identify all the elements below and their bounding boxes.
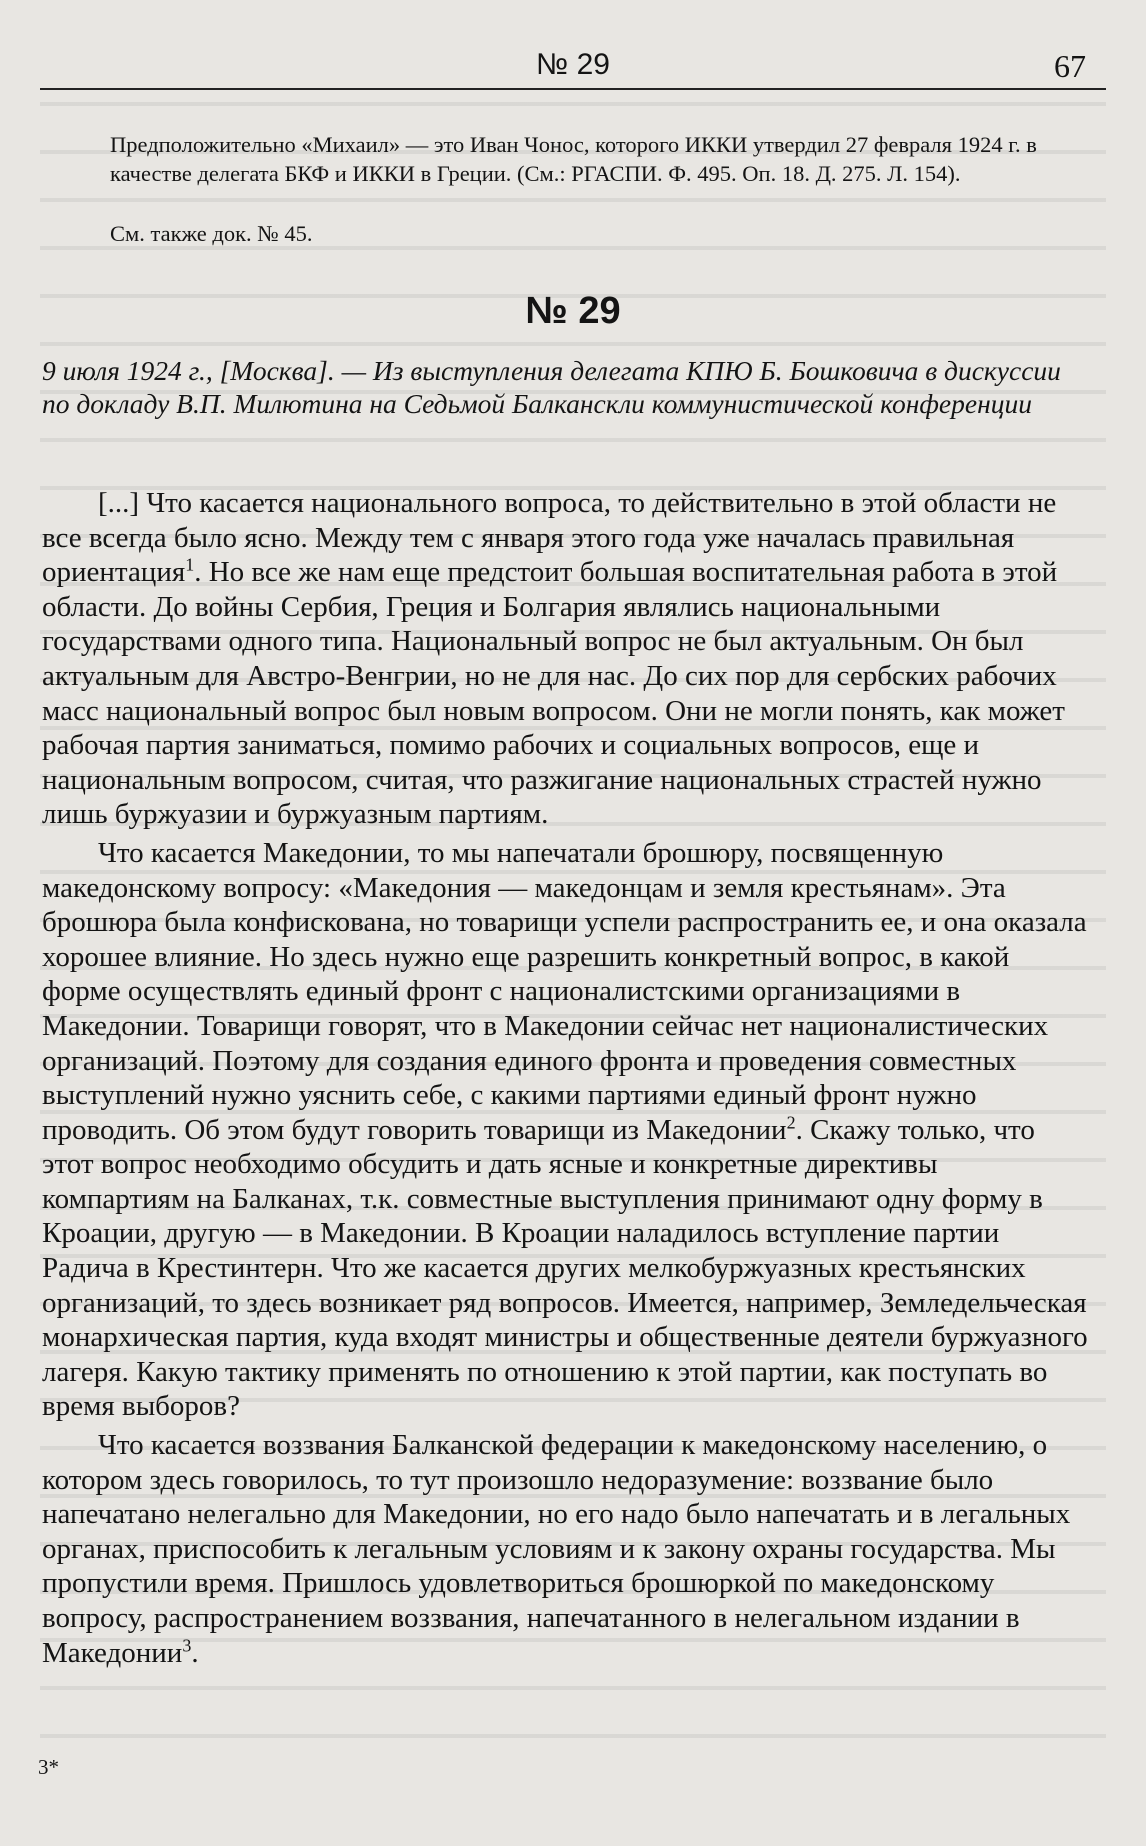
paragraph [42,836,1088,1424]
paragraph-text: . [191,1636,199,1669]
footnote-ref: 1 [185,554,195,575]
document-number: № 29 [525,290,621,332]
document-heading: 9 июля 1924 г., [Москва]. — Из выступления делегата КПЮ Б. Бошковича в дискуссии по докладу В.П. Милютина на Седьмой Балканскли коммунистической конференции [42,355,1061,419]
paragraph [42,486,1088,832]
editorial-note: Предположительно «Михаил» — это Иван Чонос, которого ИККИ утвердил 27 февраля 1924 г. в качестве делегата БКФ и ИККИ в Греции. (См.: РГАСПИ. Ф. 495. Оп. 18. Д. 275. Л. 154). [110,132,1037,186]
page-number: 67 [1054,48,1086,84]
document-body [42,486,1088,1670]
paragraph-text: [...] Что касается национального вопроса, то действительно в этой области не все всегда было ясно. Между тем с января этого года уже началась правильная ориентация [42,487,1057,589]
paragraph-text: Что касается воззвания Балканской федерации к македонскому населению, о котором здесь говорилось, то тут произошло недоразумение: воззвание было напечатано нелегально для Македонии, но его надо было напечатать и в легальных органах, приспособить к легальным условиям и к закону охраны государства. Мы пропустили время. Пришлось удовлетвориться брошюркой по македонскому вопросу, распространением воззвания, напечатанного в нелегальном издании в Македонии [42,1429,1071,1669]
footnote-ref: 2 [786,1112,796,1133]
printer-signature-mark: 3* [38,1755,59,1779]
header-doc-number: № 29 [536,48,610,81]
paragraph-text: . Скажу только, что этот вопрос необходимо обсудить и дать ясные и конкретные директивы компартиям на Балканах, т.к. совместные выступления принимают одну форму в Кроации, другую — в Македонии. В Кроации наладилось вступление партии Радича в Крестинтерн. Что же касается других мелкобуржуазных крестьянских организаций, то здесь возникает ряд вопросов. Имеется, например, Земледельческая монархическая партия, куда входят министры и общественные деятели буржуазного лагеря. Какую тактику применять по отношению к этой партии, как поступать во время выборов? [42,1113,1088,1423]
see-also-note: См. также док. № 45. [110,221,313,246]
paragraph-text: Что касается Македонии, то мы напечатали брошюру, посвященную македонскому вопросу: «Македония — македонцам и земля крестьянам». Эта брошюра была конфискована, но товарищи успели распространить ее, и она оказала хорошее влияние. Но здесь нужно еще разрешить конкретный вопрос, в какой форме осуществлять единый фронт с националистскими организациями в Македонии. Товарищи говорят, что в Македонии сейчас нет националистических организаций. Поэтому для создания единого фронта и проведения совместных выступлений нужно уяснить себе, с какими партиями единый фронт нужно проводить. Об этом будут говорить товарищи из Македонии [42,836,1087,1146]
paragraph [42,1428,1088,1670]
running-header [40,46,1106,90]
paragraph-text: . Но все же нам еще предстоит большая воспитательная работа в этой области. До войны Сербия, Греция и Болгария являлись национальными государствами одного типа. Национальный вопрос не был актуальным. Он был актуальным для Австро-Венгрии, но не для нас. До сих пор для сербских рабочих масс национальный вопрос был новым вопросом. Они не могли понять, как может рабочая партия заниматься, помимо рабочих и социальных вопросов, еще и национальным вопросом, считая, что разжигание национальных страстей нужно лишь буржуазии и буржуазным партиям. [42,556,1065,831]
footnote-ref: 3 [182,1634,192,1655]
